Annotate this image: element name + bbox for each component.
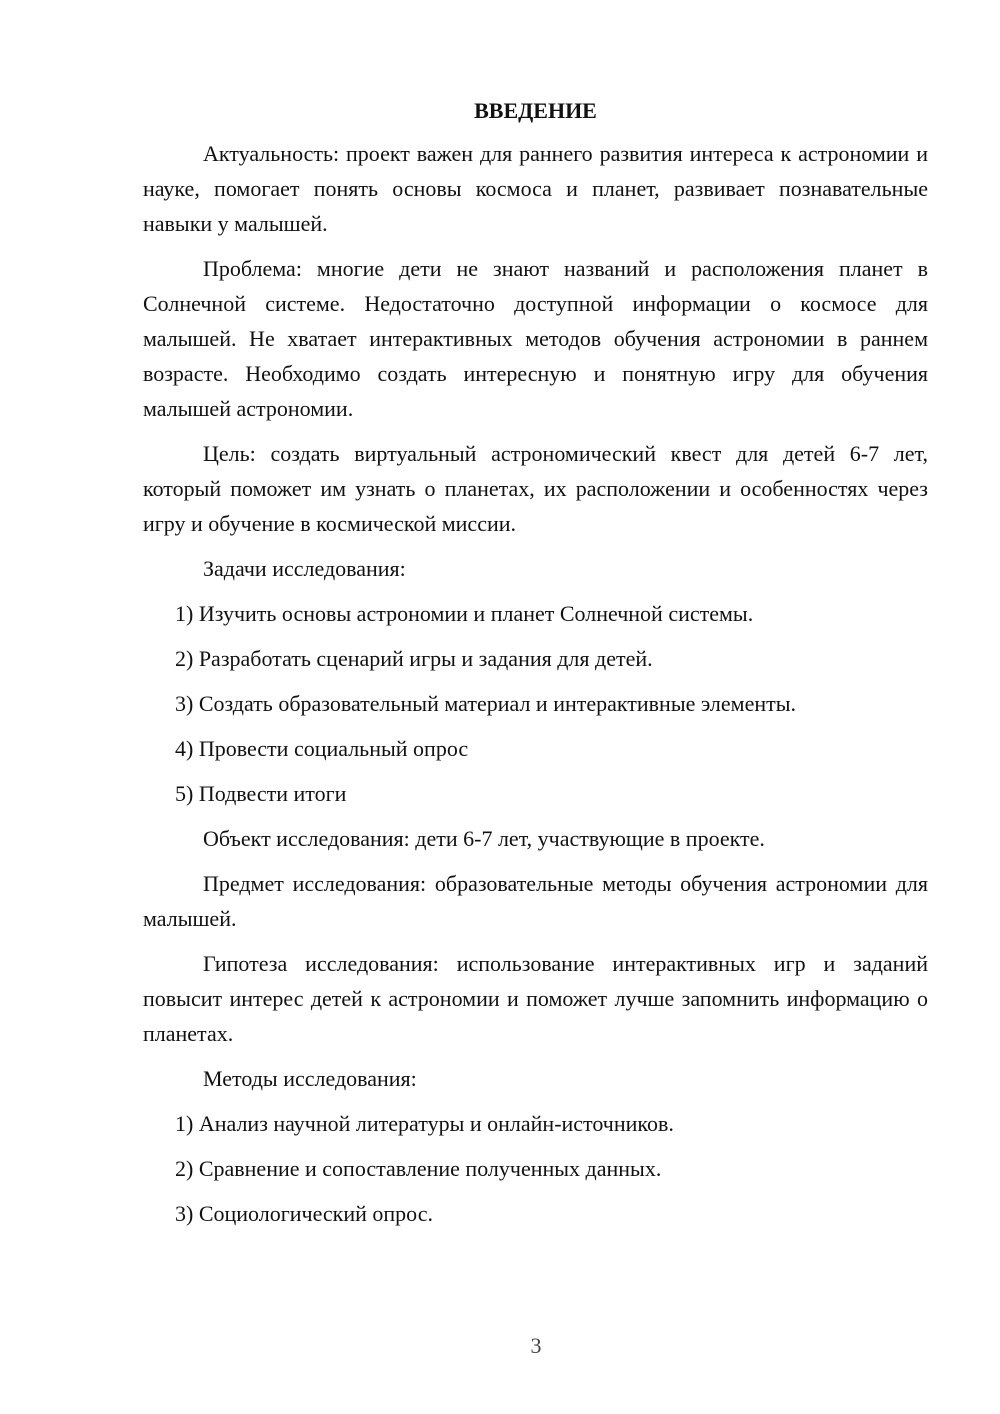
subject-paragraph: Предмет исследования: образовательные методы обучения астрономии для малышей. — [143, 871, 928, 931]
spacer — [143, 766, 928, 776]
spacer — [143, 856, 928, 866]
task-item: 4) Провести социальный опрос — [175, 736, 469, 761]
page-number: 3 — [530, 1333, 542, 1358]
spacer — [143, 676, 928, 686]
task-item: 5) Подвести итоги — [175, 781, 347, 806]
spacer — [143, 936, 928, 946]
problem-paragraph: Проблема: многие дети не знают названий и расположения планет в Солнечной системе. Недостаточно доступной информации о космосе для малышей. Не хватает интерактивных методов обучения астрономии в раннем возрасте. Необходимо создать интересную и понятную игру для обучения малышей астрономии. — [143, 256, 928, 421]
method-item: 1) Анализ научной литературы и онлайн-источников. — [175, 1111, 674, 1136]
spacer — [143, 1096, 928, 1106]
method-item: 3) Социологический опрос. — [175, 1201, 433, 1226]
section-heading: ВВЕДЕНИЕ — [474, 98, 597, 123]
hypothesis-paragraph: Гипотеза исследования: использование интерактивных игр и заданий повысит интерес детей к астрономии и поможет лучше запомнить информацию о планетах. — [143, 951, 928, 1046]
spacer — [143, 1186, 928, 1196]
page-content — [143, 93, 928, 1231]
spacer — [143, 721, 928, 731]
spacer — [143, 241, 928, 251]
spacer — [143, 1141, 928, 1151]
object-paragraph: Объект исследования: дети 6-7 лет, участвующие в проекте. — [203, 826, 765, 851]
spacer — [143, 586, 928, 596]
spacer — [143, 1051, 928, 1061]
task-item: 2) Разработать сценарий игры и задания для детей. — [175, 646, 653, 671]
tasks-title: Задачи исследования: — [203, 556, 406, 581]
spacer — [143, 811, 928, 821]
spacer — [143, 128, 928, 136]
spacer — [143, 426, 928, 436]
task-item: 1) Изучить основы астрономии и планет Солнечной системы. — [175, 601, 754, 626]
methods-title: Методы исследования: — [203, 1066, 417, 1091]
relevance-paragraph: Актуальность: проект важен для раннего развития интереса к астрономии и науке, помогает понять основы космоса и планет, развивает познавательные навыки у малышей. — [143, 141, 928, 236]
method-item: 2) Сравнение и сопоставление полученных данных. — [175, 1156, 662, 1181]
spacer — [143, 541, 928, 551]
task-item: 3) Создать образовательный материал и интерактивные элементы. — [175, 691, 797, 716]
spacer — [143, 631, 928, 641]
goal-paragraph: Цель: создать виртуальный астрономический квест для детей 6-7 лет, который поможет им узнать о планетах, их расположении и особенностях через игру и обучение в космической миссии. — [143, 441, 928, 536]
